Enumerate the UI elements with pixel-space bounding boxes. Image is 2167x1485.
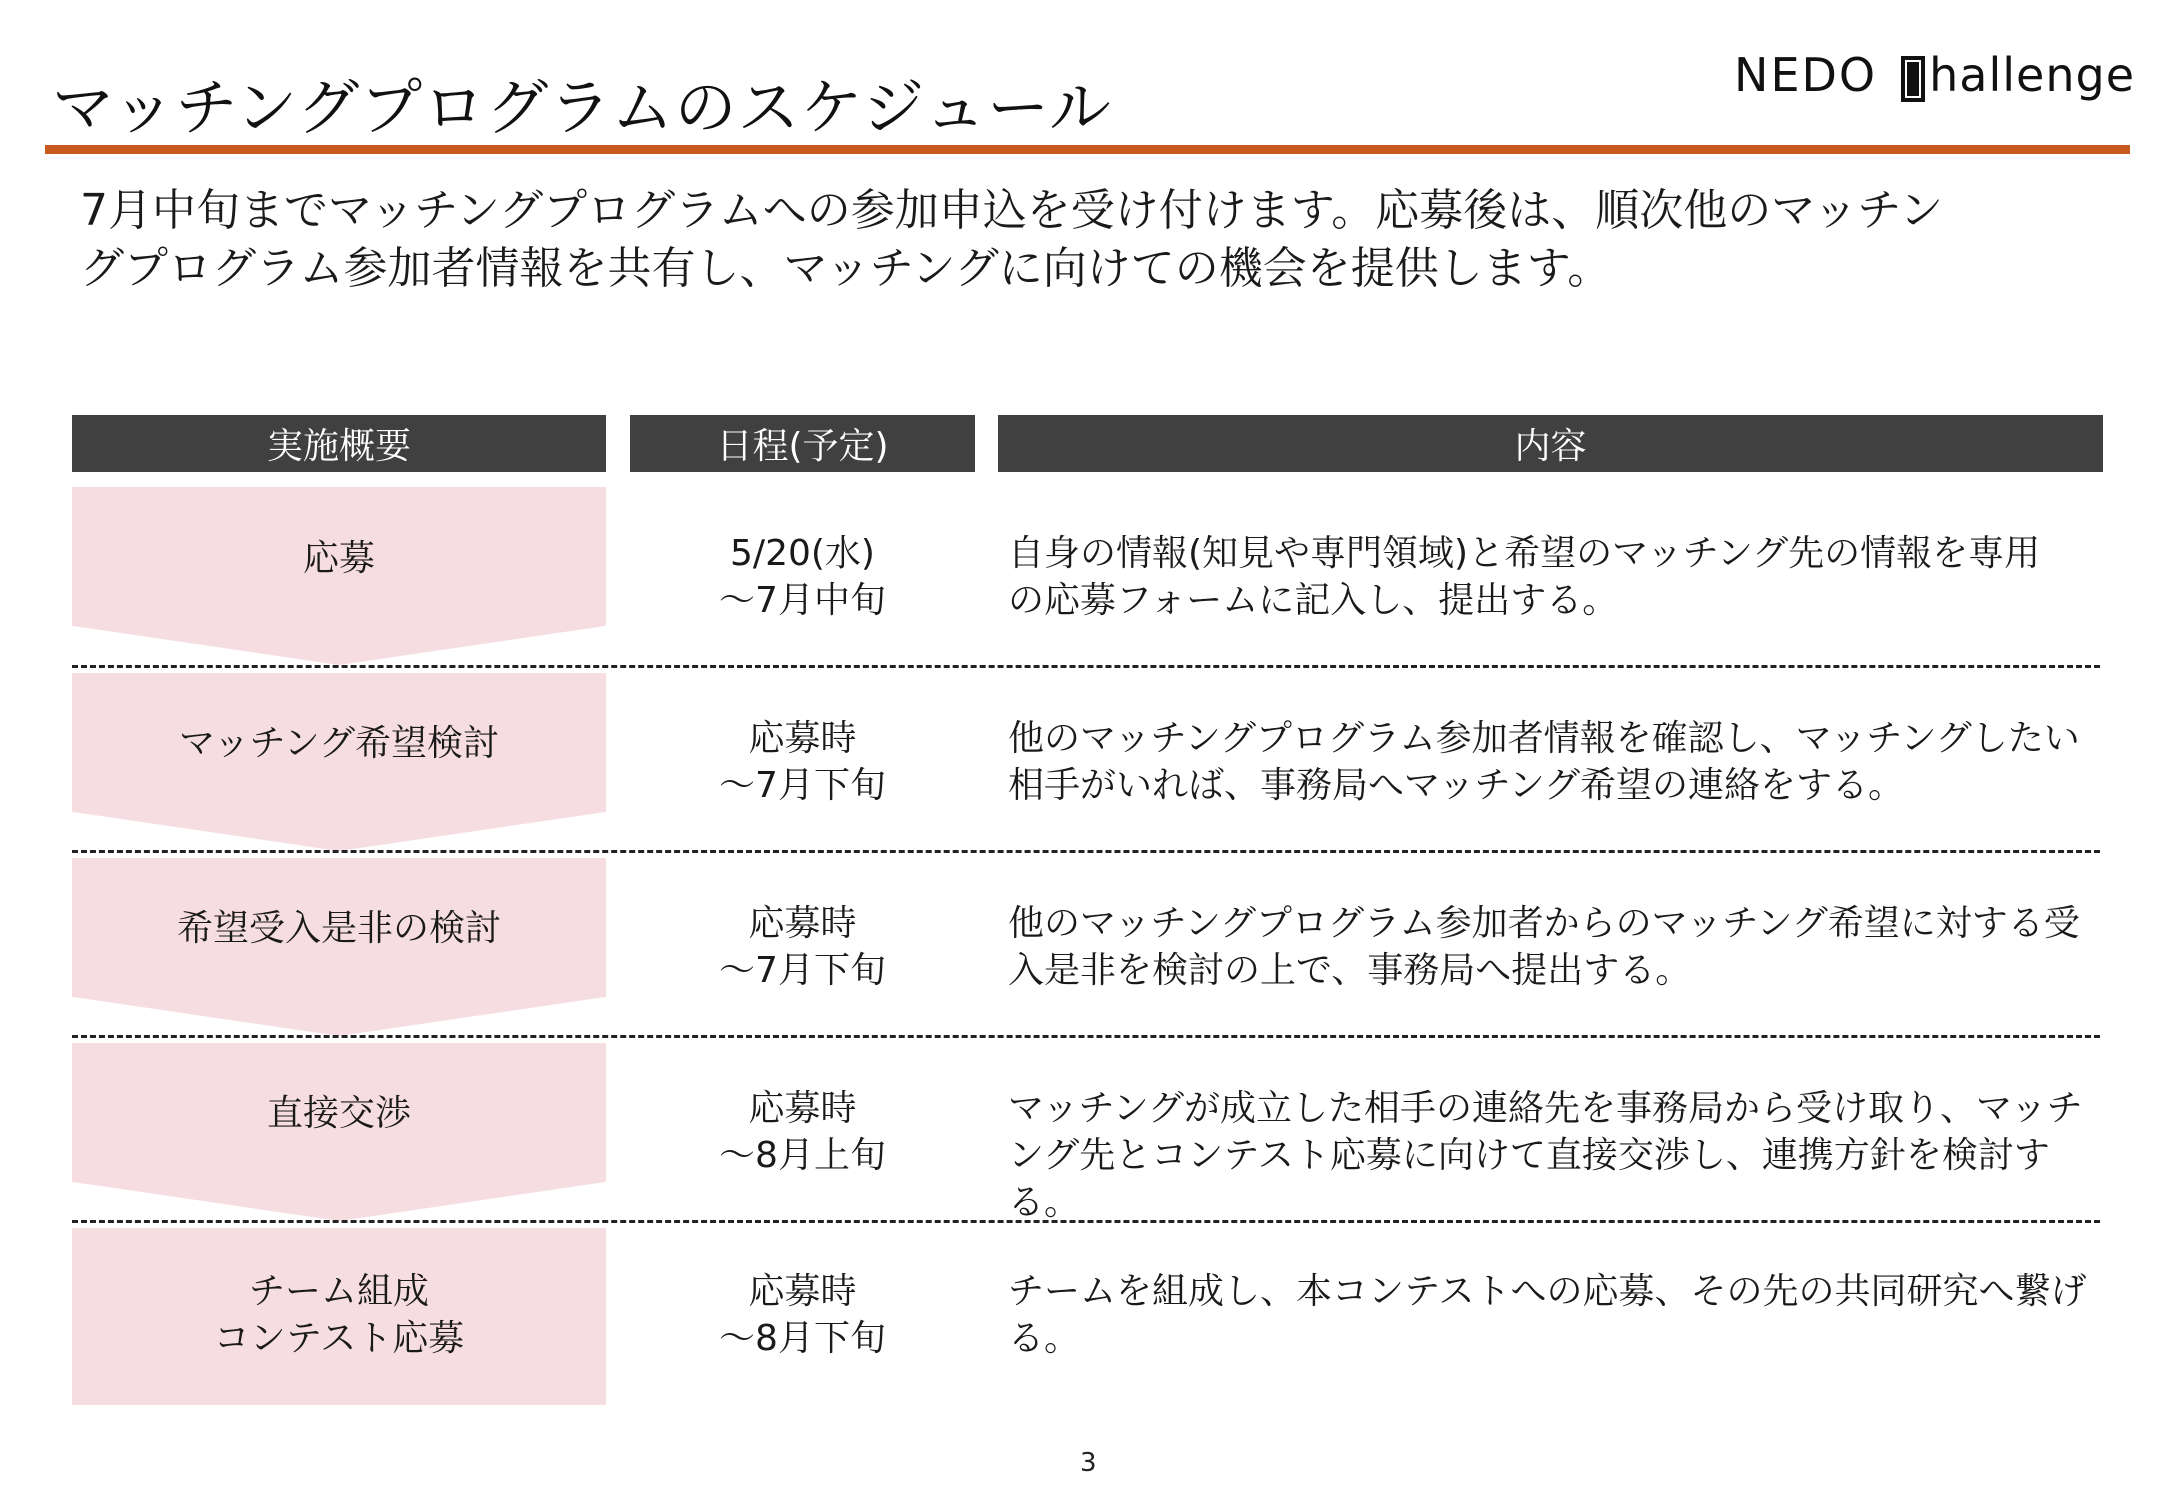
stage-label-matching-review: マッチング希望検討 — [178, 723, 500, 764]
title-underline — [45, 145, 2130, 154]
stage-label-direct-negotiation: 直接交渉 — [266, 1093, 411, 1134]
desc-team-formation: チームを組成し、本コンテストへの応募、その先の共同研究へ繋げ る。 — [1008, 1271, 2087, 1359]
date-acceptance-review: 応募時 ～7月下旬 — [719, 903, 886, 991]
date-team-formation: 応募時 ～8月下旬 — [719, 1271, 886, 1359]
desc-apply: 自身の情報(知見や専門領域)と希望のマッチング先の情報を専用 の応募フォームに記入し、提出する。 — [1008, 533, 2041, 621]
desc-matching-review: 他のマッチングプログラム参加者情報を確認し、マッチングしたい 相手がいれば、事務局へマッチング希望の連絡をする。 — [1008, 718, 2080, 806]
row-separator — [72, 665, 2100, 668]
stage-label-team-formation: チーム組成 コンテスト応募 — [213, 1271, 465, 1359]
row-separator — [72, 1035, 2100, 1038]
row-separator — [72, 850, 2100, 853]
desc-direct-negotiation: マッチングが成立した相手の連絡先を事務局から受け取り、マッチ ング先とコンテスト応募に向けて直接交渉し、連携方針を検討する。 — [1008, 1088, 2083, 1223]
date-apply: 5/20(水) ～7月中旬 — [719, 533, 886, 621]
date-matching-review: 応募時 ～7月下旬 — [719, 718, 886, 806]
logo-challenge-text: hallenge — [1929, 48, 2135, 102]
intro-text: 7月中旬までマッチングプログラムへの参加申込を受け付けます。応募後は、順次他のマッチン グプログラム参加者情報を共有し、マッチングに向けての機会を提供します。 — [80, 185, 1944, 294]
header-schedule: 日程(予定) — [630, 415, 975, 472]
header-overview: 実施概要 — [72, 415, 606, 472]
page-number: 3 — [1080, 1448, 1097, 1478]
date-direct-negotiation: 応募時 ～8月上旬 — [719, 1088, 886, 1176]
logo-nedo-text: NEDO — [1734, 48, 1878, 102]
nedo-challenge-logo — [1734, 38, 2135, 102]
row-separator — [72, 1220, 2100, 1223]
header-content: 内容 — [998, 415, 2103, 472]
stage-label-apply: 応募 — [302, 538, 375, 579]
page-title: マッチングプログラムのスケジュール — [52, 71, 1112, 144]
desc-acceptance-review: 他のマッチングプログラム参加者からのマッチング希望に対する受 入是非を検討の上で、事務局へ提出する。 — [1008, 903, 2080, 991]
door-c-icon — [1901, 56, 1927, 102]
stage-label-acceptance-review: 希望受入是非の検討 — [176, 908, 501, 949]
